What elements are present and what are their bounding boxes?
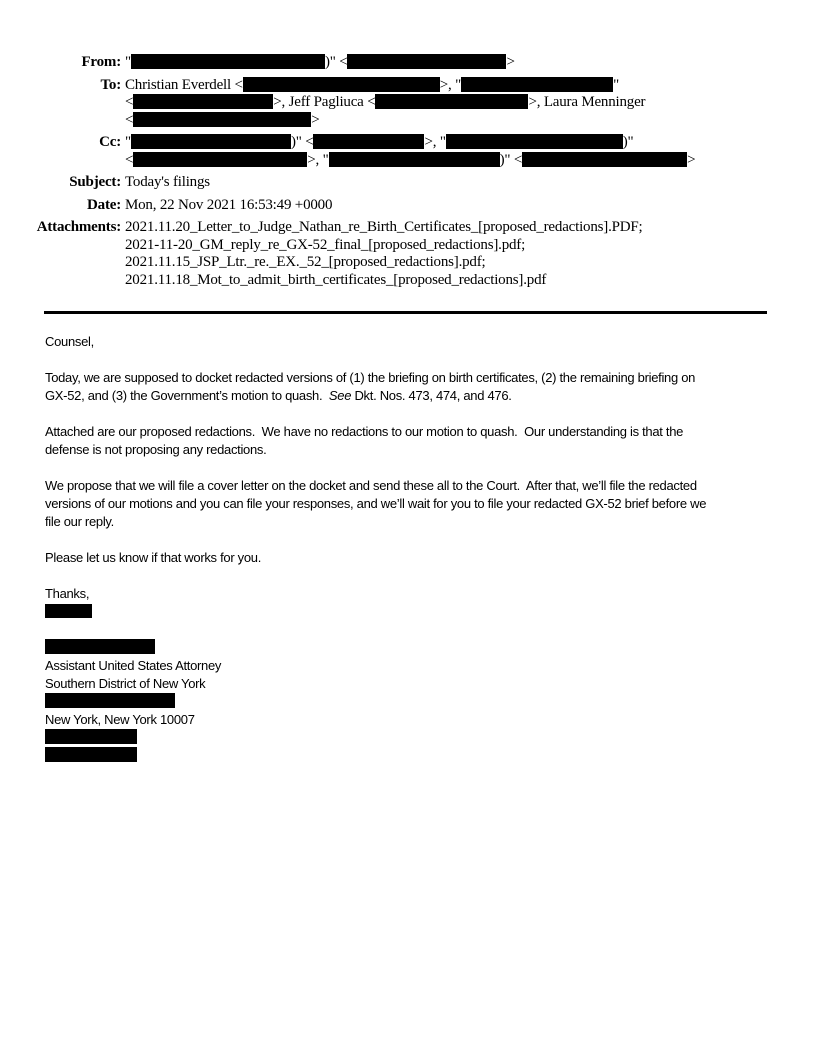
header-value-line bbox=[125, 254, 643, 272]
redaction-bar bbox=[45, 639, 155, 654]
text-run: > bbox=[506, 54, 515, 70]
text-run: > bbox=[687, 151, 696, 168]
text-run: >, Jeff Pagliuca < bbox=[273, 94, 376, 110]
header-field-value bbox=[125, 134, 695, 169]
text-run: Today's filings bbox=[125, 174, 210, 190]
header-value-line bbox=[125, 152, 695, 170]
header-value-line bbox=[125, 112, 645, 130]
text-run: defense is not proposing any redactions. bbox=[45, 442, 267, 457]
body-line bbox=[45, 495, 790, 513]
body-line bbox=[45, 423, 790, 441]
redaction-bar bbox=[133, 152, 307, 167]
redaction-bar bbox=[131, 134, 291, 149]
redaction-bar bbox=[45, 604, 92, 618]
body-line bbox=[45, 549, 790, 567]
text-run: 2021.11.20_Letter_to_Judge_Nathan_re_Birth_Certificates_[proposed_redactions].PDF; bbox=[125, 219, 643, 235]
header-value-line bbox=[125, 94, 645, 112]
text-run: versions of our motions and you can file your responses, and we’ll wait for you to file your redacted GX-52 brief before we bbox=[45, 496, 707, 511]
redaction-bar bbox=[243, 77, 440, 92]
redaction-bar bbox=[461, 77, 613, 92]
header-field-label: From: bbox=[81, 54, 121, 70]
header-field-label: Subject: bbox=[69, 174, 121, 190]
text-run: >, " bbox=[439, 76, 462, 93]
header-field-attachments bbox=[0, 219, 816, 289]
email-header bbox=[0, 54, 816, 294]
header-field-value bbox=[125, 174, 210, 192]
text-run: Please let us know if that works for you. bbox=[45, 550, 262, 565]
text-run: > bbox=[311, 111, 320, 128]
header-value-line bbox=[125, 174, 210, 192]
text-run: Thanks, bbox=[45, 586, 90, 601]
text-run: >, Laura Menninger bbox=[528, 94, 646, 110]
header-field-value bbox=[125, 197, 332, 215]
text-run: 2021-11-20_GM_reply_re_GX-52_final_[proposed_redactions].pdf; bbox=[125, 236, 526, 253]
redaction-bar bbox=[133, 94, 273, 109]
body-line bbox=[45, 747, 790, 765]
body-line bbox=[45, 729, 790, 747]
header-field-value bbox=[125, 219, 643, 289]
text-run: )" bbox=[622, 134, 634, 150]
body-line bbox=[45, 657, 790, 675]
body-line bbox=[45, 675, 790, 693]
redaction-bar bbox=[522, 152, 687, 167]
body-line bbox=[45, 711, 790, 729]
text-run: 2021.11.15_JSP_Ltr._re._EX._52_[proposed_redactions].pdf; bbox=[125, 254, 486, 270]
text-run: )" < bbox=[290, 134, 314, 150]
header-value-line bbox=[125, 77, 645, 95]
sign-off bbox=[45, 585, 790, 621]
header-value-line bbox=[125, 219, 643, 237]
header-field-label: Cc: bbox=[99, 134, 121, 150]
redaction-bar bbox=[133, 112, 311, 127]
text-run: Attached are our proposed redactions. We have no redactions to our motion to quash. Our understanding is that the bbox=[45, 424, 684, 439]
signature-block bbox=[45, 639, 790, 765]
text-run: Dkt. Nos. 473, 474, and 476. bbox=[351, 388, 512, 403]
header-value-line bbox=[125, 134, 695, 152]
header-field-value bbox=[125, 77, 645, 130]
para-propose bbox=[45, 477, 790, 531]
body-line bbox=[45, 513, 790, 531]
redaction-bar bbox=[45, 729, 137, 744]
text-run: " bbox=[125, 134, 131, 150]
text-run: )" < bbox=[499, 151, 523, 168]
redaction-bar bbox=[313, 134, 424, 149]
redaction-bar bbox=[45, 747, 137, 762]
text-run: New York, New York 10007 bbox=[45, 712, 195, 727]
text-run: Mon, 22 Nov 2021 16:53:49 +0000 bbox=[125, 196, 333, 213]
text-run: < bbox=[125, 111, 134, 128]
body-line bbox=[45, 441, 790, 459]
body-line bbox=[45, 693, 790, 711]
text-run: Today, we are supposed to docket redacted versions of (1) the briefing on birth certificates, (2) the remaining briefing on bbox=[45, 370, 696, 385]
text-run: 2021.11.18_Mot_to_admit_birth_certificates_[proposed_redactions].pdf bbox=[125, 271, 547, 288]
redaction-bar bbox=[375, 94, 528, 109]
body-line bbox=[45, 333, 790, 351]
header-field-from bbox=[0, 54, 816, 72]
text-run: GX-52, and (3) the Government’s motion to quash. bbox=[45, 388, 329, 403]
para-attached bbox=[45, 423, 790, 459]
text-run: We propose that we will file a cover letter on the docket and send these all to the Court. After that, we’ll file the redacted bbox=[45, 478, 697, 493]
header-field-date bbox=[0, 197, 816, 215]
italic-text-run: See bbox=[328, 388, 352, 403]
body-line bbox=[45, 387, 790, 405]
header-field-subject bbox=[0, 174, 816, 192]
text-run: Assistant United States Attorney bbox=[45, 658, 222, 673]
text-run: < bbox=[125, 151, 134, 168]
text-run: Counsel, bbox=[45, 334, 94, 349]
para-docket bbox=[45, 369, 790, 405]
header-field-value bbox=[125, 54, 515, 72]
text-run: )" < bbox=[324, 54, 348, 70]
email-body bbox=[45, 333, 790, 783]
text-run: Southern District of New York bbox=[45, 676, 206, 691]
para-closing bbox=[45, 549, 790, 567]
header-divider bbox=[44, 311, 767, 314]
body-line bbox=[45, 585, 790, 603]
header-field-cc bbox=[0, 134, 816, 169]
header-value-line bbox=[125, 197, 332, 215]
text-run: >, " bbox=[307, 151, 329, 168]
body-line bbox=[45, 603, 790, 621]
header-value-line bbox=[125, 272, 643, 290]
text-run: " bbox=[613, 76, 619, 93]
text-run: " bbox=[125, 54, 131, 70]
redaction-bar bbox=[446, 134, 623, 149]
header-field-label: Date: bbox=[87, 196, 121, 213]
redaction-bar bbox=[131, 54, 325, 69]
text-run: < bbox=[125, 94, 134, 110]
body-line bbox=[45, 639, 790, 657]
text-run: Christian Everdell < bbox=[125, 76, 243, 93]
redaction-bar bbox=[347, 54, 506, 69]
redaction-bar bbox=[329, 152, 500, 167]
header-field-label: To: bbox=[100, 76, 121, 93]
header-field-label: Attachments: bbox=[36, 219, 121, 235]
header-value-line bbox=[125, 237, 643, 255]
body-line bbox=[45, 477, 790, 495]
text-run: file our reply. bbox=[45, 514, 114, 529]
body-line bbox=[45, 369, 790, 387]
header-field-to bbox=[0, 77, 816, 130]
text-run: >, " bbox=[424, 134, 446, 150]
greeting bbox=[45, 333, 790, 351]
redaction-bar bbox=[45, 693, 175, 708]
header-value-line bbox=[125, 54, 515, 72]
